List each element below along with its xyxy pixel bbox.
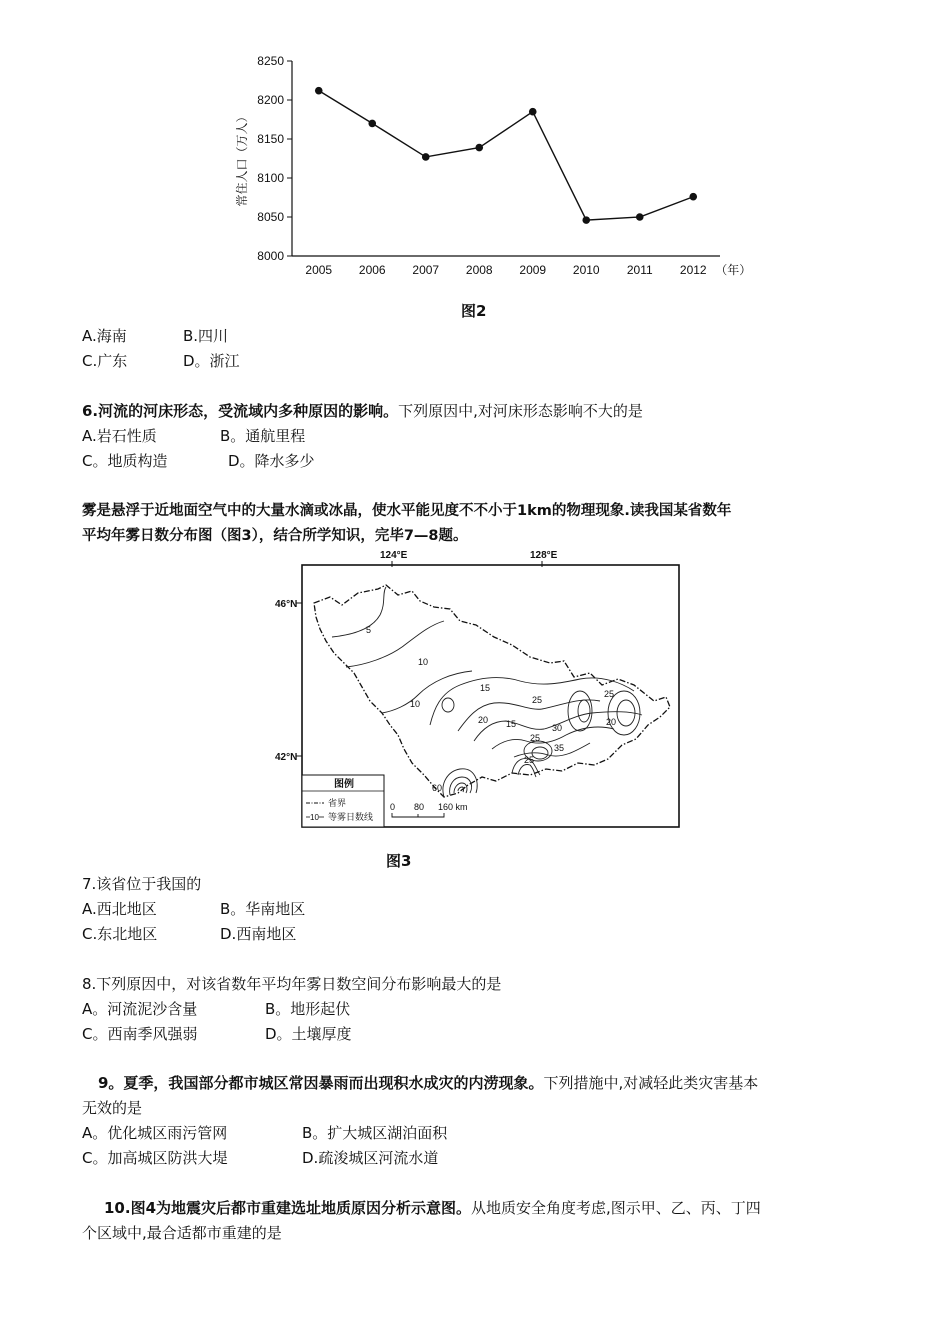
iso-label-10a: 10 [418, 657, 429, 667]
lat-46-label: 46°N [275, 599, 298, 610]
iso-label-35: 35 [554, 743, 565, 753]
x-tick-label: 2008 [465, 263, 493, 277]
iso-label-25c: 25 [604, 689, 615, 699]
data-point-2006 [368, 120, 376, 128]
lon-124-label: 124°E [380, 550, 408, 561]
q7-stem: 7.该省位于我国的 [82, 875, 202, 893]
q9-stem [98, 1073, 758, 1093]
fog-intro-line-1: 雾是悬浮于近地面空气中的大量水滴或冰晶，使水平能见度不不小于1km的物理现象.读我国某省数年 [82, 503, 732, 519]
scale-label-0: 0 [390, 802, 396, 812]
q10-stem-line-2: 个区域中,最合适都市重建的是 [82, 1224, 282, 1242]
iso-label-25b: 25 [530, 733, 541, 743]
q8-option-c: C。西南季风强弱 [82, 1025, 198, 1043]
q6-option-c: C。地质构造 [82, 452, 168, 470]
x-tick-label: 2010 [572, 263, 600, 277]
figure-3-caption: 图3 [386, 852, 412, 870]
q6-stem [82, 401, 643, 421]
lat-42-label: 42°N [275, 752, 298, 763]
legend-iso-label: 等雾日数线 [328, 812, 374, 822]
data-point-2009 [529, 108, 537, 116]
q10-stem [104, 1198, 761, 1218]
y-tick-label: 8200 [257, 93, 284, 107]
data-point-2008 [475, 144, 483, 152]
map-scale-bar [390, 802, 468, 817]
fog-days-map [262, 545, 692, 835]
q9-option-c: C。加高城区防洪大堤 [82, 1149, 228, 1167]
q6-stem-bold: 6.河流的河床形态，受流域内多种原因的影响。 [82, 402, 399, 420]
iso-label-25a: 25 [532, 695, 543, 705]
q7-option-d: D.西南地区 [220, 925, 297, 943]
iso-label-60: 60 [432, 783, 443, 793]
province-boundary [314, 585, 670, 797]
y-tick-label: 8050 [257, 210, 284, 224]
q9-stem-bold: 9。夏季，我国部分都市城区常因暴雨而出现积水成灾的内涝现象。 [98, 1074, 544, 1092]
q7-option-a: A.西北地区 [82, 900, 157, 918]
y-tick-label: 8250 [257, 54, 284, 68]
q5-option-a: A.海南 [82, 327, 127, 345]
y-axis-label: 常住人口（万人） [235, 110, 249, 207]
q10-stem-bold: 10.图4为地震灾后都市重建选址地质原因分析示意图。 [104, 1199, 472, 1217]
q6-option-b: B。通航里程 [220, 427, 306, 445]
fog-intro-line-2: 平均年雾日数分布图（图3），结合所学知识，完毕7—8题。 [82, 528, 468, 544]
data-point-2005 [315, 87, 323, 95]
q6-option-a: A.岩石性质 [82, 427, 157, 445]
population-series-line [319, 91, 694, 220]
map-legend [302, 775, 384, 827]
q7-option-b: B。华南地区 [220, 900, 306, 918]
x-tick-label: 2006 [358, 263, 386, 277]
q10-stem-rest: 从地质安全角度考虑,图示甲、乙、丙、丁四 [471, 1199, 761, 1217]
x-tick-label: 2012 [679, 263, 707, 277]
y-tick-label: 8150 [257, 132, 284, 146]
x-tick-label: 2005 [305, 263, 333, 277]
iso-label-15a: 15 [480, 683, 491, 693]
y-tick-label: 8000 [257, 249, 284, 263]
q9-option-d: D.疏浚城区河流水道 [302, 1149, 439, 1167]
x-tick-label: 2011 [626, 263, 653, 277]
legend-border-label: 省界 [328, 798, 347, 808]
q5-option-c: C.广东 [82, 352, 128, 370]
legend-iso-value: 10 [310, 813, 319, 822]
q6-stem-rest: 下列原因中,对河床形态影响不大的是 [398, 402, 643, 420]
x-axis-unit: （年） [715, 263, 752, 277]
data-point-2010 [582, 216, 590, 224]
q9-option-a: A。优化城区雨污管网 [82, 1124, 228, 1142]
q6-option-d: D。降水多少 [228, 452, 315, 470]
population-line-chart [200, 40, 752, 290]
q9-stem-rest: 下列措施中,对减轻此类灾害基本 [543, 1074, 759, 1092]
data-point-2007 [422, 153, 430, 161]
iso-label-20a: 20 [478, 715, 489, 725]
iso-label-10b: 10 [410, 699, 421, 709]
data-point-2012 [689, 193, 697, 201]
scale-label-80: 80 [414, 802, 425, 812]
data-point-2011 [636, 213, 644, 221]
q5-option-b: B.四川 [183, 327, 229, 345]
lon-128-label: 128°E [530, 550, 558, 561]
iso-label-5: 5 [366, 625, 372, 635]
q9-stem-line-2: 无效的是 [82, 1099, 143, 1117]
figure-2-caption: 图2 [461, 302, 487, 320]
y-tick-label: 8100 [257, 171, 284, 185]
q8-option-a: A。河流泥沙含量 [82, 1000, 198, 1018]
legend-title: 图例 [334, 779, 354, 790]
iso-label-25d: 25 [524, 755, 535, 765]
iso-label-20b: 20 [606, 717, 617, 727]
scale-label-160: 160 km [438, 802, 468, 812]
q5-option-d: D。浙江 [183, 352, 240, 370]
q8-stem: 8.下列原因中，对该省数年平均年雾日数空间分布影响最大的是 [82, 975, 502, 993]
iso-label-15b: 15 [506, 719, 517, 729]
q8-option-d: D。土壤厚度 [265, 1025, 352, 1043]
x-tick-label: 2009 [519, 263, 547, 277]
q8-option-b: B。地形起伏 [265, 1000, 351, 1018]
x-tick-label: 2007 [412, 263, 440, 277]
iso-label-30: 30 [552, 723, 563, 733]
q9-option-b: B。扩大城区湖泊面积 [302, 1124, 448, 1142]
q7-option-c: C.东北地区 [82, 925, 158, 943]
